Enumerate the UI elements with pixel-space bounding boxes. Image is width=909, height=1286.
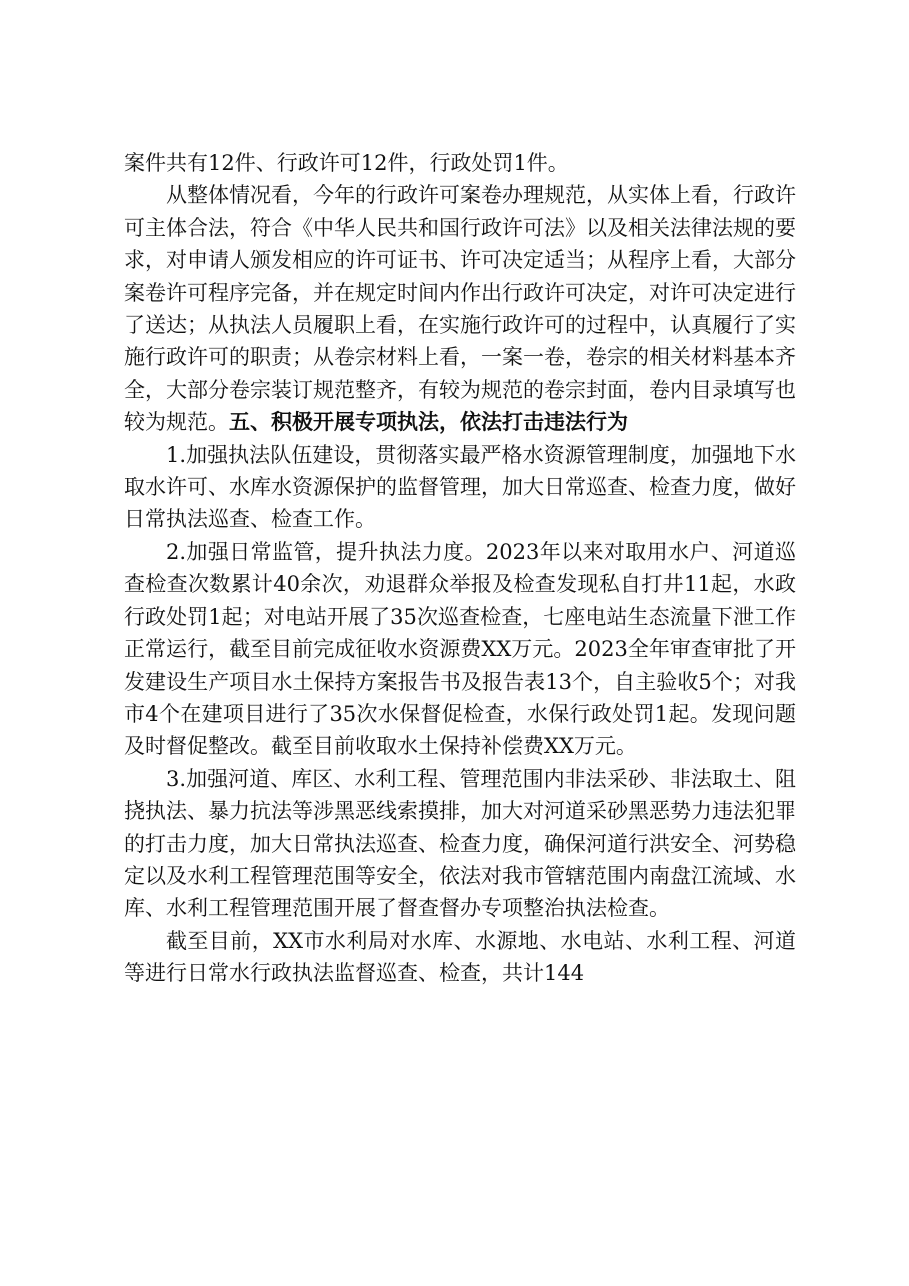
- paragraph-item-3: 3.加强河道、库区、水利工程、管理范围内非法采砂、非法取土、阻挠执法、暴力抗法等涉黑恶线索摸排，加大对河道采砂黑恶势力违法犯罪的打击力度，加大日常执法巡查、检查力度，确保河道行洪安全、河势稳定以及水利工程管理范围等安全，依法对我市管辖范围内南盘江流域、水库、水利工程管理范围开展了督查督办专项整治执法检查。: [124, 766, 796, 921]
- paragraph-item-1: 1.加强执法队伍建设，贯彻落实最严格水资源管理制度，加强地下水取水许可、水库水资源保护的监督管理，加大日常巡查、检查力度，做好日常执法巡查、检查工作。: [124, 442, 796, 532]
- paragraph-item-2: 2.加强日常监管，提升执法力度。2023年以来对取用水户、河道巡查检查次数累计40余次，劝退群众举报及检查发现私自打井11起，水政行政处罚1起；对电站开展了35次巡查检查，七座电站生态流量下泄工作正常运行，截至目前完成征收水资源费XX万元。2023全年审查审批了开发建设生产项目水土保持方案报告书及报告表13个，自主验收5个；对我市4个在建项目进行了35次水保督促检查，水保行政处罚1起。发现问题及时督促整改。截至目前收取水土保持补偿费XX万元。: [124, 539, 796, 759]
- document-body: [124, 147, 796, 990]
- paragraph-overall-assessment: [124, 179, 796, 438]
- paragraph-case-summary: 案件共有12件、行政许可12件，行政处罚1件。: [124, 151, 569, 175]
- paragraph-overall-assessment-text: 从整体情况看，今年的行政许可案卷办理规范，从实体上看，行政许可主体合法，符合《中华人民共和国行政许可法》以及相关法律法规的要求，对申请人颁发相应的许可证书、许可决定适当；从程序上看，大部分案卷许可程序完备，并在规定时间内作出行政许可决定，对许可决定进行了送达；从执法人员履职上看，在实施行政许可的过程中，认真履行了实施行政许可的职责；从卷宗材料上看，一案一卷，卷宗的相关材料基本齐全，大部分卷宗装订规范整齐，有较为规范的卷宗封面，卷内目录填写也较为规范。: [124, 183, 796, 435]
- paragraph-inspection-summary: 截至目前，XX市水利局对水库、水源地、水电站、水利工程、河道等进行日常水行政执法监督巡查、检查，共计144: [124, 928, 796, 986]
- section-heading-five: 五、积极开展专项执法，依法打击违法行为: [229, 410, 628, 435]
